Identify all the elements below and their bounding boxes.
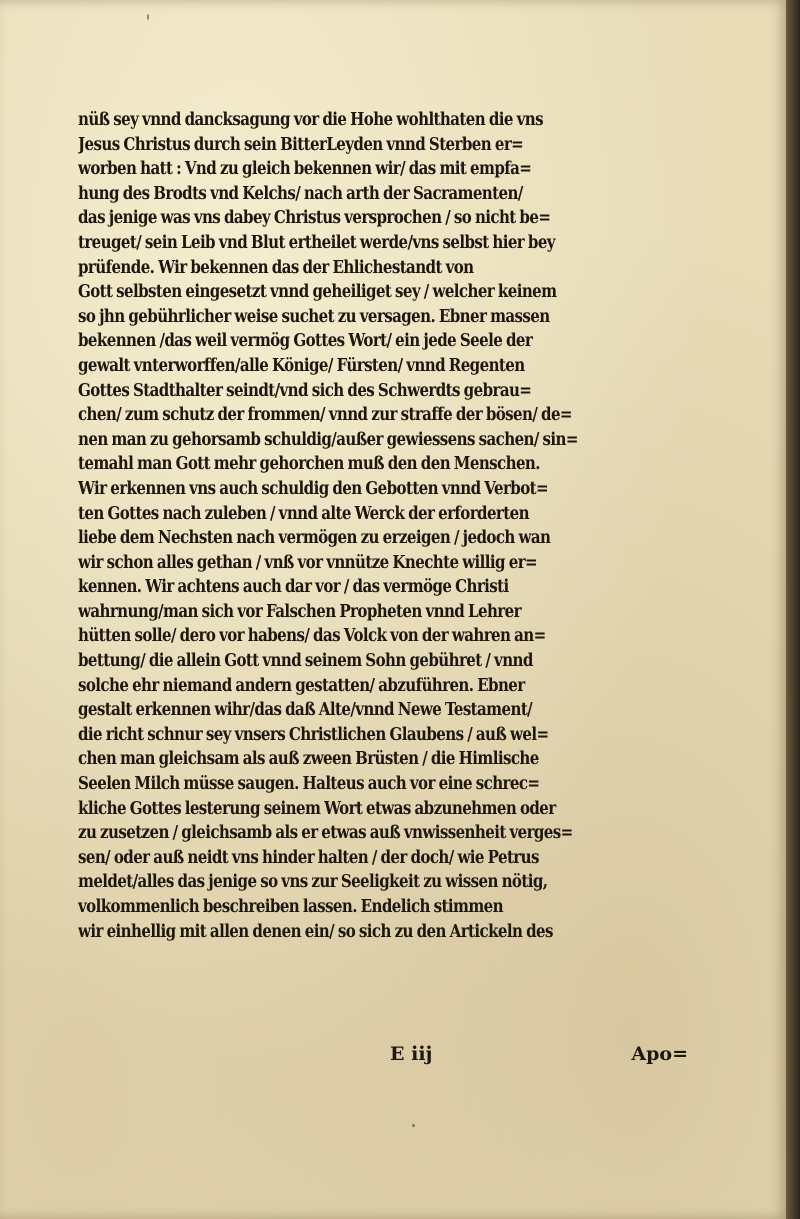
text-line: die richt schnur sey vnsers Christlichen Glaubens / auß wel=	[78, 724, 549, 745]
text-line: wir einhellig mit allen denen ein/ so sich zu den Artickeln des	[78, 921, 553, 942]
text-line: so jhn gebührlicher weise suchet zu versagen. Ebner massen	[78, 306, 550, 327]
text-line: kennen. Wir achtens auch dar vor / das vermöge Christi	[78, 577, 509, 598]
text-line: temahl man Gott mehr gehorchen muß den den Menschen.	[78, 454, 540, 475]
text-line: kliche Gottes lesterung seinem Wort etwas abzunehmen oder	[78, 798, 556, 819]
scan-edge	[786, 0, 800, 1219]
ink-speck	[412, 1124, 415, 1127]
text-line: gewalt vnterworffen/alle Könige/ Fürsten/ vnnd Regenten	[78, 355, 525, 376]
text-line: prüfende. Wir bekennen das der Ehlichestandt von	[78, 257, 474, 278]
text-line: worben hatt : Vnd zu gleich bekennen wir/ das mit empfa=	[78, 159, 532, 180]
text-line: chen man gleichsam als auß zween Brüsten / die Himlische	[78, 749, 539, 770]
page-footer	[78, 1043, 688, 1069]
text-line: Seelen Milch müsse saugen. Halteus auch vor eine schrec=	[78, 774, 540, 795]
text-line: hütten solle/ dero vor habens/ das Volck von der wahren an=	[78, 626, 546, 647]
text-line: zu zusetzen / gleichsamb als er etwas auß vnwissenheit verges=	[78, 823, 573, 844]
text-line: Jesus Christus durch sein BitterLeyden vnnd Sterben er=	[78, 134, 524, 155]
text-line: liebe dem Nechsten nach vermögen zu erzeigen / jedoch wan	[78, 528, 551, 549]
text-line: Gottes Stadthalter seindt/vnd sich des Schwerdts gebrau=	[78, 380, 532, 401]
text-line: ten Gottes nach zuleben / vnnd alte Werck der erforderten	[78, 503, 529, 524]
text-line: hung des Brodts vnd Kelchs/ nach arth der Sacramenten/	[78, 183, 523, 204]
text-line: treuget/ sein Leib vnd Blut ertheilet werde/vns selbst hier bey	[78, 232, 555, 253]
text-line: nen man zu gehorsamb schuldig/außer gewiessens sachen/ sin=	[78, 429, 578, 450]
ink-speck	[147, 14, 149, 20]
text-line: solche ehr niemand andern gestatten/ abzuführen. Ebner	[78, 675, 525, 696]
text-line: volkommenlich beschreiben lassen. Endelich stimmen	[78, 897, 503, 917]
text-line: bekennen /das weil vermög Gottes Wort/ ein jede Seele der	[78, 331, 533, 352]
signature-mark: E iij	[390, 1043, 433, 1065]
catchword: Apo=	[631, 1043, 688, 1065]
text-line: meldet/alles das jenige so vns zur Seeligkeit zu wissen nötig,	[78, 872, 548, 893]
text-line: Gott selbsten eingesetzt vnnd geheiliget sey / welcher keinem	[78, 282, 557, 303]
text-line: gestalt erkennen wihr/das daß Alte/vnnd Newe Testament/	[78, 700, 533, 721]
text-line: wahrnung/man sich vor Falschen Propheten vnnd Lehrer	[78, 601, 521, 622]
text-line: nüß sey vnnd dancksagung vor die Hohe wohlthaten die vns	[78, 110, 543, 130]
text-line: Wir erkennen vns auch schuldig den Gebotten vnnd Verbot=	[78, 478, 549, 499]
text-line: bettung/ die allein Gott vnnd seinem Sohn gebühret / vnnd	[78, 651, 533, 672]
text-line: chen/ zum schutz der frommen/ vnnd zur straffe der bösen/ de=	[78, 405, 572, 426]
text-line: das jenige was vns dabey Christus versprochen / so nicht be=	[78, 208, 551, 229]
body-text	[78, 108, 688, 944]
text-line: wir schon alles gethan / vnß vor vnnütze Knechte willig er=	[78, 552, 538, 573]
text-line: sen/ oder auß neidt vns hinder halten / der doch/ wie Petrus	[78, 847, 539, 868]
